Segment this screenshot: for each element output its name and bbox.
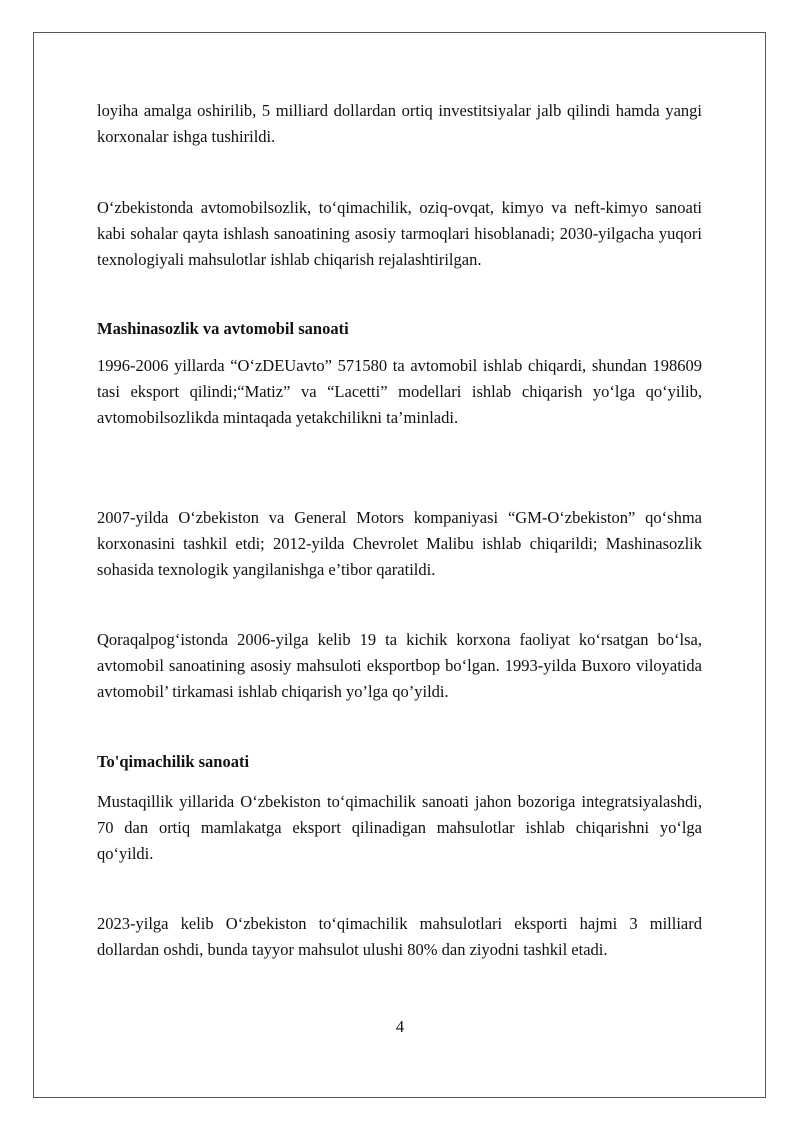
paragraph-textile-exports-2023: 2023-yilga kelib O‘zbekiston to‘qimachilik mahsulotlari eksporti hajmi 3 milliard dollardan oshdi, bunda tayyor mahsulot ulushi 80% dan ziyodni tashkil etadi. [97,914,702,959]
paragraph-textile-independence: Mustaqillik yillarida O‘zbekiston to‘qimachilik sanoati jahon bozoriga integratsiyalashdi, 70 dan ortiq mamlakatga eksport qilinadigan mahsulotlar ishlab chiqarishni yo‘lga qo‘yildi. [97,792,702,863]
paragraph-investments: loyiha amalga oshirilib, 5 milliard dollardan ortiq investitsiyalar jalb qilindi hamda yangi korxonalar ishga tushirildi. [97,101,702,146]
page-number: 4 [395,1017,405,1036]
paragraph-karakalpakstan: Qoraqalpog‘istonda 2006-yilga kelib 19 ta kichik korxona faoliyat ko‘rsatgan bo‘lsa, avtomobil sanoatining asosiy mahsuloti eksportbop bo‘lgan. 1993-yilda Buxoro viloyatida avtomobil’ tirkamasi ishlab chiqarish yo’lga qo’yildi. [97,630,702,701]
heading-textile-industry: To'qimachilik sanoati [97,752,250,771]
heading-machine-building: Mashinasozlik va avtomobil sanoati [97,319,349,338]
paragraph-uzdeuavto: 1996-2006 yillarda “O‘zDEUavto” 571580 ta avtomobil ishlab chiqardi, shundan 198609 tasi eksport qilindi;“Matiz” va “Lacetti” modellari ishlab chiqarish yo‘lga qo‘yilib, avtomobilsozlikda mintaqada yetakchilikni ta’minladi. [97,356,702,427]
paragraph-industry-branches: O‘zbekistonda avtomobilsozlik, to‘qimachilik, oziq-ovqat, kimyo va neft-kimyo sanoati kabi sohalar qayta ishlash sanoatining asosiy tarmoqlari hisoblanadi; 2030-yilgacha yuqori texnologiyali mahsulotlar ishlab chiqarish rejalashtirilgan. [97,198,702,269]
paragraph-gm-uzbekistan: 2007-yilda O‘zbekiston va General Motors kompaniyasi “GM-O‘zbekiston” qo‘shma korxonasini tashkil etdi; 2012-yilda Chevrolet Malibu ishlab chiqarildi; Mashinasozlik sohasida texnologik yangilanishga e’tibor qaratildi. [97,508,702,579]
